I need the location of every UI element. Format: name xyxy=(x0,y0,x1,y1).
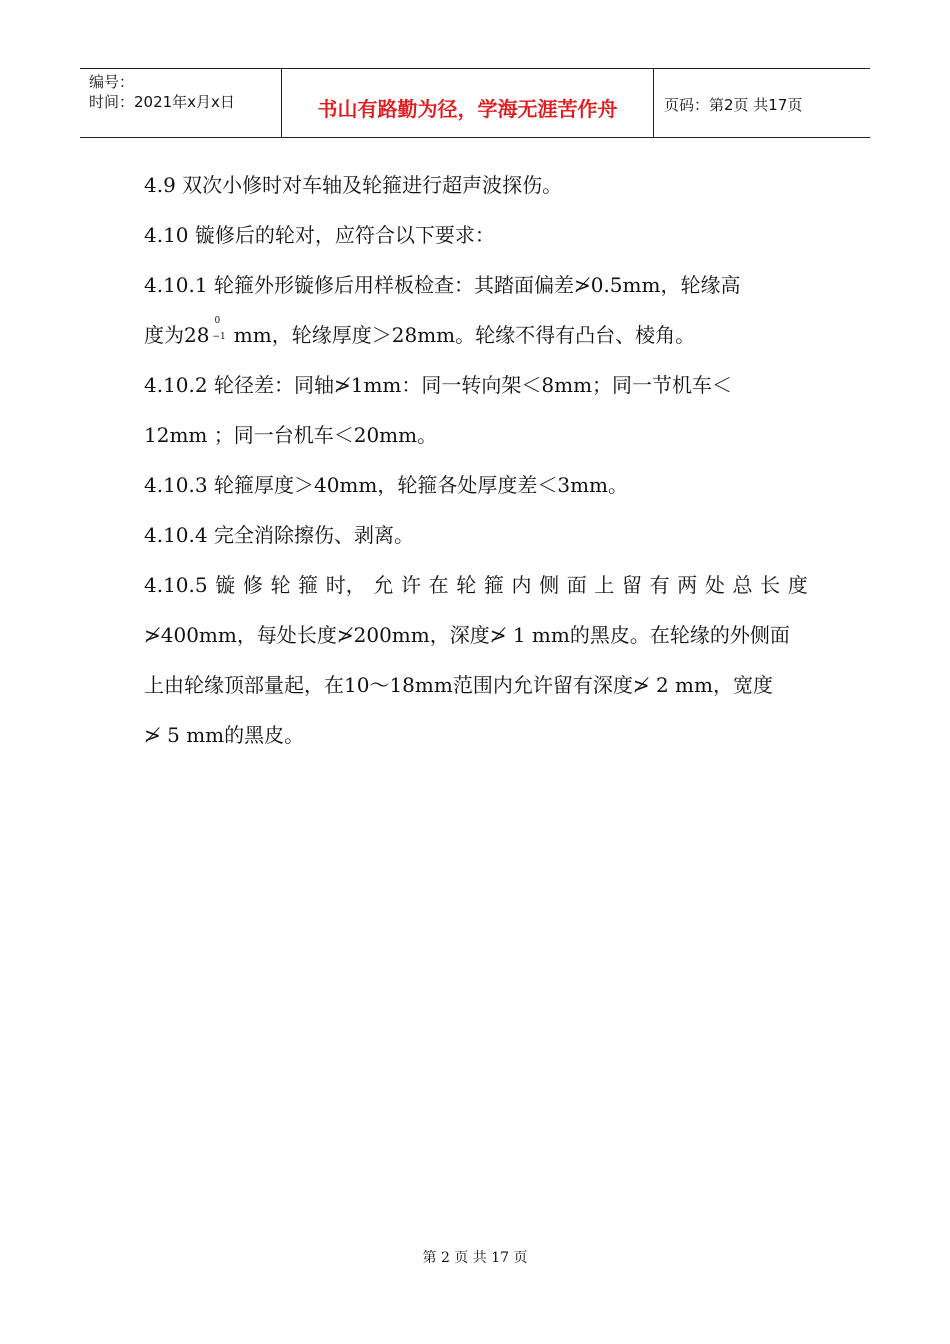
justified-text-segment: 在 xyxy=(428,573,449,597)
justified-text-segment: 轮 xyxy=(456,573,477,597)
justified-text-segment: 度 xyxy=(787,573,808,597)
justified-text-segment: 4.10.5 xyxy=(144,573,208,597)
paragraph-4-10: 4.10 镟修后的轮对，应符合以下要求： xyxy=(144,223,495,247)
justified-text-segment: 许 xyxy=(401,573,421,597)
paragraph-4-10-5-line1 xyxy=(144,570,808,600)
paragraph-4-10-3: 4.10.3 轮箍厚度＞40mm，轮箍各处厚度差＜3mm。 xyxy=(144,473,629,497)
paragraph-4-10-5-line2: ≯400mm，每处长度≯200mm，深度≯ 1 mm的黑皮。在轮缘的外侧面 xyxy=(144,623,790,647)
motto-text: 书山有路勤为径，学海无涯苦作舟 xyxy=(317,97,618,121)
flange-height-suffix: mm，轮缘厚度＞28mm。轮缘不得有凸台、棱角。 xyxy=(227,323,696,347)
justified-text-segment: 镟 xyxy=(215,573,236,597)
justified-text-segment: 箍 xyxy=(483,573,504,597)
paragraph-4-10-1-line1: 4.10.1 轮箍外形镟修后用样板检查：其踏面偏差≯0.5mm，轮缘高 xyxy=(144,273,741,297)
serial-number-label: 编号： xyxy=(89,73,135,91)
header-page-cell xyxy=(654,69,870,137)
flange-height-prefix: 度为28 xyxy=(144,323,210,347)
justified-text-segment: 修 xyxy=(242,573,263,597)
justified-text-segment: 面 xyxy=(566,573,587,597)
justified-text-segment: 两 xyxy=(677,573,698,597)
justified-text-segment: 内 xyxy=(511,573,532,597)
justified-text-segment: 上 xyxy=(594,573,615,597)
page-footer: 第 2 页 共 17 页 xyxy=(422,1250,528,1266)
tolerance-notation xyxy=(209,316,227,342)
page-header xyxy=(80,68,870,138)
justified-text-segment: 处 xyxy=(704,573,725,597)
justified-text-segment: 时， xyxy=(325,573,366,597)
date-label: 时间：2021年x月x日 xyxy=(89,93,235,111)
justified-text-segment: 侧 xyxy=(539,573,560,597)
tolerance-lower: −1 xyxy=(212,332,226,342)
header-info-cell xyxy=(80,69,282,137)
paragraph-4-10-1-line2 xyxy=(144,316,696,350)
justified-text-segment: 留 xyxy=(622,573,642,597)
paragraph-4-10-4: 4.10.4 完全消除擦伤、剥离。 xyxy=(144,523,414,547)
justified-text-segment: 轮 xyxy=(270,573,291,597)
paragraph-4-10-5-line3: 上由轮缘顶部量起，在10～18mm范围内允许留有深度≯ 2 mm，宽度 xyxy=(144,673,773,697)
justified-text-segment: 允 xyxy=(373,573,394,597)
justified-text-segment: 箍 xyxy=(298,573,319,597)
justified-text-segment: 总 xyxy=(732,573,753,597)
paragraph-4-10-2-line1: 4.10.2 轮径差：同轴≯1mm：同一转向架＜8mm；同一节机车＜ xyxy=(144,373,733,397)
paragraph-4-10-5-line4: ≯ 5 mm的黑皮。 xyxy=(144,723,305,747)
paragraph-4-9: 4.9 双次小修时对车轴及轮箍进行超声波探伤。 xyxy=(144,173,563,197)
justified-text-segment: 有 xyxy=(649,573,670,597)
header-motto-cell xyxy=(282,69,654,137)
paragraph-4-10-2-line2: 12mm ；同一台机车＜20mm。 xyxy=(144,423,438,447)
header-page-number: 页码：第2页 共17页 xyxy=(664,96,803,114)
tolerance-upper: 0 xyxy=(214,316,221,326)
justified-text-segment: 长 xyxy=(760,573,781,597)
